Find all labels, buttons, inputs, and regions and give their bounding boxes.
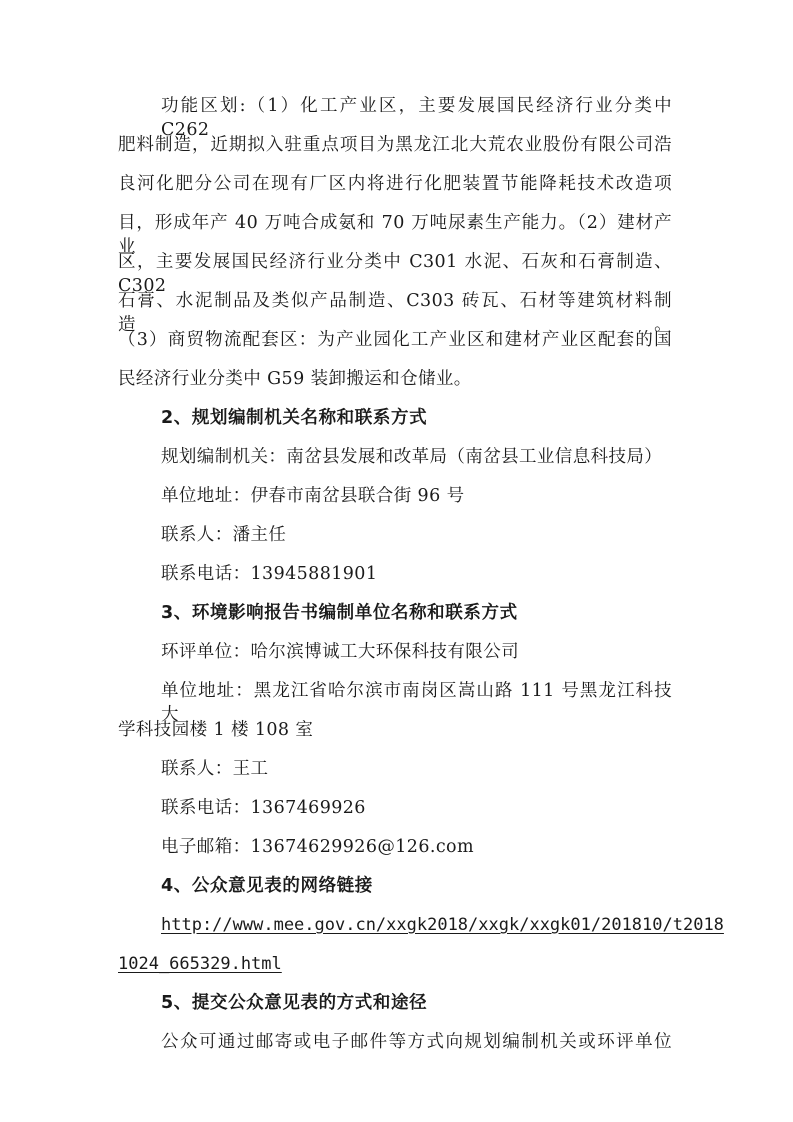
eia-address-line-1: 单位地址：黑龙江省哈尔滨市南岗区嵩山路 111 号黑龙江科技大 (161, 681, 672, 725)
agency-phone: 联系电话：13945881901 (161, 564, 378, 584)
eia-contact: 联系人：王工 (161, 759, 269, 779)
agency-address: 单位地址：伊春市南岔县联合街 96 号 (161, 486, 465, 506)
eia-email: 电子邮箱：1367462992​6@126.com (161, 837, 474, 857)
planning-agency: 规划编制机关：南岔县发展和改革局（南岔县工业信息科技局） (161, 447, 663, 467)
zoning-line-8: 民经济行业分类中 G59 装卸搬运和仓储业。 (118, 369, 472, 389)
zoning-line-7: （3）商贸物流配套区：为产业园化工产业区和建材产业区配套的国 (118, 330, 672, 350)
zoning-line-1: 功能区划:（1）化工产业区，主要发展国民经济行业分类中 C262 (161, 96, 672, 140)
eia-unit: 环评单位：哈尔滨博诚工大环保科技有限公司 (161, 642, 519, 662)
section-2-heading: 2、规划编制机关名称和联系方式 (161, 408, 428, 428)
zoning-line-4: 目，形成年产 40 万吨合成氨和 70 万吨尿素生产能力。（2）建材产业 (118, 213, 672, 257)
submission-text: 公众可通过邮寄或电子邮件等方式向规划编制机关或环评单位 (161, 1032, 672, 1052)
section-5-heading: 5、提交公众意见表的方式和途径 (161, 993, 428, 1013)
zoning-line-2: 肥料制造，近期拟入驻重点项目为黑龙江北大荒农业股份有限公司浩 (118, 135, 672, 155)
agency-contact: 联系人：潘主任 (161, 525, 287, 545)
section-3-heading: 3、环境影响报告书编制单位名称和联系方式 (161, 603, 518, 623)
opinion-form-link-line-2[interactable]: 1024_665329.html (118, 954, 282, 974)
eia-address-line-2: 学科技园楼 1 楼 108 室 (118, 720, 314, 740)
section-4-heading: 4、公众意见表的网络链接 (161, 876, 373, 896)
zoning-line-6: 石膏、水泥制品及类似产品制造、C303 砖瓦、石材等建筑材料制造。 (118, 291, 672, 335)
eia-phone: 联系电话：1367469926 (161, 798, 366, 818)
zoning-line-3: 良河化肥分公司在现有厂区内将进行化肥装置节能降耗技术改造项 (118, 174, 672, 194)
opinion-form-link-line-1[interactable]: http://www.mee.gov.cn/xxgk2018/xxgk/xxgk01/201810/t2018 (161, 915, 724, 935)
zoning-line-5: 区，主要发展国民经济行业分类中 C301 水泥、石灰和石膏制造、C302 (118, 252, 672, 296)
